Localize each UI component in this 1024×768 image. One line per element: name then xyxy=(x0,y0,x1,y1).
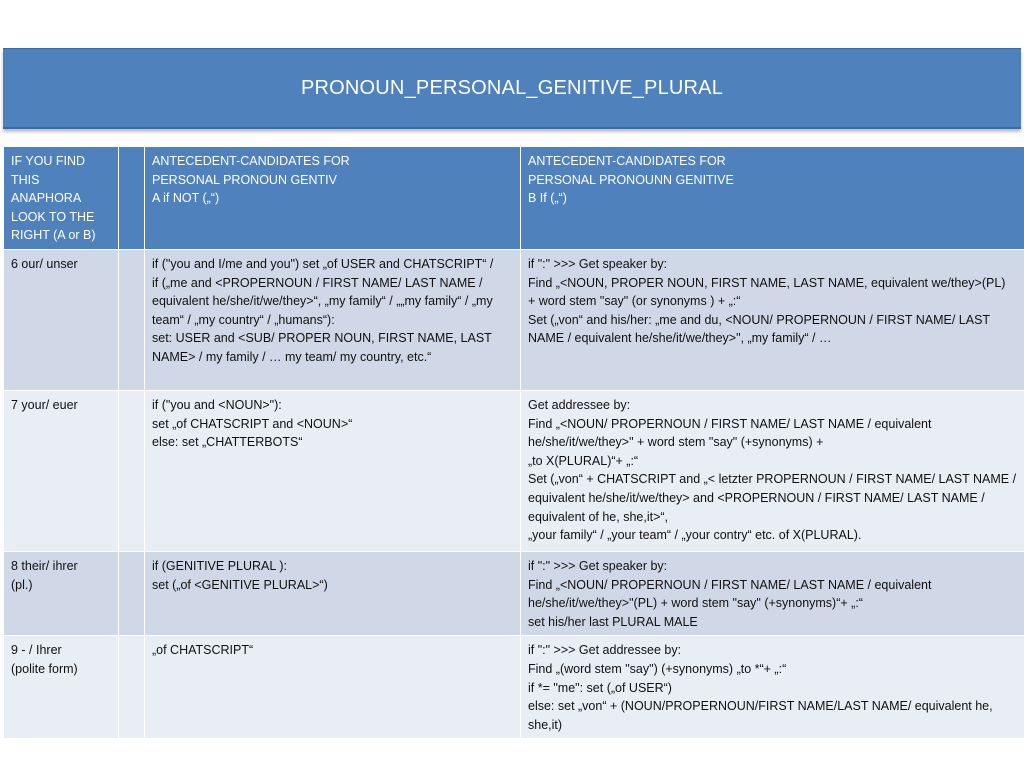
cell-gap xyxy=(119,391,145,552)
cell-case-b: if ":" >>> Get speaker by: Find „<NOUN/ PROPERNOUN / FIRST NAME/ LAST NAME / equivalent he/she/it/we/they>"(PL) + word stem "say" (+synonyms)“+ „:“ set his/her last PLURAL MALE xyxy=(521,552,1024,636)
header-case-b: ANTECEDENT-CANDIDATES FOR PERSONAL PRONOUNN GENITIVE B If („“) xyxy=(521,147,1024,250)
cell-pronoun: 7 your/ euer xyxy=(4,391,119,552)
cell-case-b: if ":" >>> Get speaker by: Find „<NOUN, PROPER NOUN, FIRST NAME, LAST NAME, equivalent we/they>(PL) + word stem "say" (or synonyms ) + „:“ Set („von“ and his/her: „me and du, <NOUN/ PROPERNOUN / FIRST NAME/ LAST NAME / equivalent he/she/it/we/they>", „my family“ / … xyxy=(521,250,1024,391)
table-row xyxy=(4,250,1024,391)
title-banner xyxy=(3,48,1021,129)
cell-gap xyxy=(119,552,145,636)
cell-case-b: Get addressee by: Find „<NOUN/ PROPERNOUN / FIRST NAME/ LAST NAME / equivalent he/she/it/we/they>" + word stem "say" (+synonyms) + „to X(PLURAL)“+ „:“ Set („von“ + CHATSCRIPT and „< letzter PROPERNOUN / FIRST NAME/ LAST NAME / equivalent he/she/it/we/they> and <PROPERNOUN / FIRST NAME/ LAST NAME / equivalent of he, she,it>“, „your family“ / „your team“ / „your contry“ etc. of X(PLURAL). xyxy=(521,391,1024,552)
cell-case-a: if (GENITIVE PLURAL ): set („of <GENITIVE PLURAL>“) xyxy=(145,552,521,636)
table-header-row xyxy=(4,147,1024,250)
antecedent-table xyxy=(3,146,1024,739)
cell-gap xyxy=(119,636,145,739)
cell-gap xyxy=(119,250,145,391)
header-gap xyxy=(119,147,145,250)
slide-title: PRONOUN_PERSONAL_GENITIVE_PLURAL xyxy=(300,76,724,99)
table-row xyxy=(4,391,1024,552)
header-case-a: ANTECEDENT-CANDIDATES FOR PERSONAL PRONOUN GENTIV A if NOT („“) xyxy=(145,147,521,250)
header-anaphora: IF YOU FIND THIS ANAPHORA LOOK TO THE RIGHT (A or B) xyxy=(4,147,119,250)
cell-pronoun: 9 - / Ihrer (polite form) xyxy=(4,636,119,739)
cell-case-b: if ":" >>> Get addressee by: Find „(word stem "say") (+synonyms) „to *“+ „:“ if *= "me": set („of USER“) else: set „von“ + (NOUN/PROPERNOUN/FIRST NAME/LAST NAME/ equivalent he, she,it) xyxy=(521,636,1024,739)
table-row xyxy=(4,636,1024,739)
cell-case-a: „of CHATSCRIPT“ xyxy=(145,636,521,739)
cell-case-a: if ("you and <NOUN>"): set „of CHATSCRIPT and <NOUN>“ else: set „CHATTERBOTS“ xyxy=(145,391,521,552)
cell-pronoun: 8 their/ ihrer (pl.) xyxy=(4,552,119,636)
table-row xyxy=(4,552,1024,636)
cell-case-a: if ("you and I/me and you") set „of USER and CHATSCRIPT“ / if („me and <PROPERNOUN / FIRST NAME/ LAST NAME / equivalent he/she/it/we/they>“, „my family“ / „„my family“ / „my team“ / „my country“ / „humans“): set: USER and <SUB/ PROPER NOUN, FIRST NAME, LAST NAME> / my family / … my team/ my country, etc.“ xyxy=(145,250,521,391)
cell-pronoun: 6 our/ unser xyxy=(4,250,119,391)
